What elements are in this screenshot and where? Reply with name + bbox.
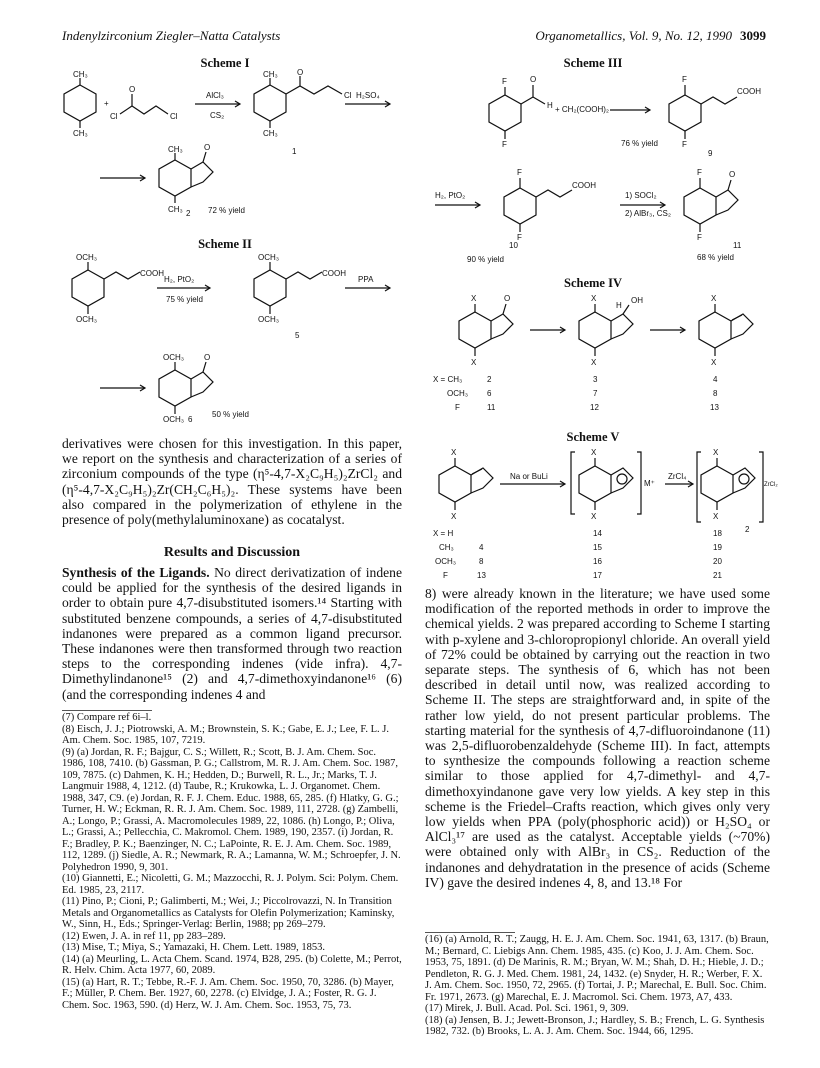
s1-compound-1: 1 (292, 147, 297, 156)
s3-f-6: F (517, 233, 522, 242)
s4-row-1-x: X = CH₃ (433, 375, 463, 384)
s1-ch3-p2-bottom: CH₃ (168, 205, 183, 214)
running-header-journal (535, 28, 766, 44)
s3-f-3: F (682, 75, 687, 84)
reference-item: (12) Ewen, J. A. in ref 11, pp 283–289. (62, 930, 226, 942)
s3-compound-10: 10 (509, 241, 518, 250)
s2-cooh-2: COOH (322, 269, 346, 278)
s5-row-2-x: CH₃ (439, 543, 454, 552)
s1-yield: 72 % yield (208, 206, 245, 215)
s5-row-2-a: 4 (479, 543, 484, 552)
s4-oh: OH (631, 296, 643, 305)
reference-item: (17) Mirek, J. Bull. Acad. Pol. Sci. 1961, 9, 309. (425, 1003, 629, 1014)
s4-row-3-b: 12 (590, 403, 599, 412)
s4-x-5: X (711, 294, 717, 303)
s3-yield-3: 68 % yield (697, 253, 734, 262)
s1-cl-1: Cl (110, 112, 118, 121)
s1-ch3-top: CH₃ (73, 70, 88, 79)
s1-ch3-p1-top: CH₃ (263, 70, 278, 79)
s2-och3-1: OCH₃ (76, 253, 98, 262)
scheme-2-diagram (60, 252, 400, 422)
s3-compound-9: 9 (708, 149, 713, 158)
reference-item: (18) (a) Jensen, B. J.; Jewett-Bronson, J.; Hardley, S. B.; French, L. G. Synthesis 1982, 732. (b) Brooks, L. A. J. Am. Chem. Soc. 1944, 66, 1295. (425, 1014, 765, 1037)
scheme-1-diagram (60, 70, 400, 220)
s2-och3-5: OCH₃ (163, 353, 185, 362)
journal-citation: Organometallics, Vol. 9, No. 12, 1990 (535, 28, 732, 43)
s5-x-3: X (591, 448, 597, 457)
s2-yield-2: 50 % yield (212, 410, 249, 419)
right-column-paragraph: 8) were already known in the literature; we have used some modification of the reported methods in order to improve the chemical yields. 2 was prepared according to Scheme I starting with p-xylene and 3-chloropropionyl chloride. An overall yield of 72% could be obtained by carrying out the reaction in two separate steps. The synthesis of 6, which has not been described in detail until now, was realized according to Scheme II. The steps are straightforward and, in spite of the rather low yield, do not present particular problems. The starting material for the synthesis of 4,7-difluoroindanone (11) was 2,5-difluorobenzaldehyde (Scheme III). In fact, attempts to synthesize the compounds following a reaction scheme similar to those applied for 4,7-dimethyl- and 4,7-dimethoxyindanone gave very low yields. A key step in this scheme is the Friedel–Crafts reaction, which gives only very low yields when PPA (poly(phosphoric acid)) or H₂SO₄ or AlCl₃¹⁷ are used as the catalyst. Acceptable yields (~70%) were obtained only with AlBr₃ in CS₂. Reduction of the indanones and dehydratation in the presence of acids (Scheme IV) gave the desired indenes 4, 8, and 13.¹⁸ For (425, 586, 770, 890)
s3-o-1: O (530, 75, 537, 84)
s4-x-3: X (591, 294, 597, 303)
scheme-4-title: Scheme IV (564, 276, 622, 290)
s4-row-1-a: 2 (487, 375, 492, 384)
s4-row-3-a: 11 (487, 403, 496, 412)
s3-o-2: O (729, 170, 736, 179)
s3-yield-2: 90 % yield (467, 255, 504, 264)
s5-subscript-2: 2 (745, 525, 750, 534)
s1-ch3-p2-top: CH₃ (168, 145, 183, 154)
references-left (62, 712, 402, 1011)
s5-row-1-x: X = H (433, 529, 454, 538)
s4-row-1-c: 4 (713, 375, 718, 384)
s5-row-4-b: 17 (593, 571, 602, 580)
synthesis-text: No direct derivatization of indene could be applied for the synthesis of the desired ligands in order to obtain pure 4,7-disubstituted isomers.¹⁴ Starting with substituted benzene compounds, a series of 4,7-disubstituted indanones were prepared as a common ligand precursor. These indanones were then transformed through two reaction steps to the corresponding indenes (vide infra). 4,7-Dimethylindanone¹⁵ (2) and 4,7-dimethoxyindanone¹⁶ (6) (and the corresponding indenes 4 and (62, 565, 402, 702)
s5-x-4: X (591, 512, 597, 521)
s1-o-2: O (297, 68, 304, 77)
s2-compound-6: 6 (188, 415, 193, 424)
reference-item: (8) Eisch, J. J.; Piotrowski, A. M.; Brownstein, S. K.; Gabe, E. J.; Lee, F. L. J. Am. Chem. Soc. 1985, 107, 7219. (62, 723, 389, 746)
s4-row-3-c: 13 (710, 403, 719, 412)
s5-x-1: X (451, 448, 457, 457)
s2-reagent-h2pto2: H₂, PtO₂ (164, 275, 195, 284)
reference-item: (15) (a) Hart, R. T.; Tebbe, R.-F. J. Am. Chem. Soc. 1950, 70, 3286. (b) Mayer, F.; Müller, P. Chem. Ber. 1927, 60, 2278. (c) Elvidge, J. A.; Foster, R. G. J. Chem. Soc. 1963, 590. (d) Herz, W. J. Am. Chem. Soc. 1953, 75, 73. (62, 976, 394, 1011)
section-heading-results: Results and Discussion (163, 545, 301, 560)
s3-malonic-acid: + CH₂(COOH)₂ (555, 105, 609, 114)
page-number: 3099 (740, 28, 766, 43)
synthesis-paragraph (62, 565, 402, 702)
s1-o-3: O (204, 143, 211, 152)
s5-row-1-c: 18 (713, 529, 722, 538)
s5-reagent-zrcl4: ZrCl₄ (668, 472, 687, 481)
s5-x-6: X (713, 512, 719, 521)
scheme-2-title: Scheme II (198, 237, 252, 251)
s3-h: H (547, 101, 553, 110)
s3-f-5: F (517, 168, 522, 177)
scheme-4-diagram (425, 290, 770, 420)
s5-row-1-b: 14 (593, 529, 602, 538)
s3-f-1: F (502, 77, 507, 86)
s3-f-2: F (502, 140, 507, 149)
s5-x-5: X (713, 448, 719, 457)
s4-row-2-x: OCH₃ (447, 389, 469, 398)
s5-row-4-c: 21 (713, 571, 722, 580)
left-footnote-rule (62, 710, 152, 711)
scheme-5-diagram (425, 444, 778, 584)
s3-compound-11: 11 (733, 241, 742, 250)
s1-reagent-h2so4: H₂SO₄ (356, 91, 380, 100)
s1-cl-3: Cl (344, 91, 352, 100)
s5-row-2-c: 19 (713, 543, 722, 552)
s4-row-3-x: F (455, 403, 460, 412)
scheme-1-title: Scheme I (200, 56, 250, 70)
s5-counter-ion: M⁺ (644, 479, 655, 488)
s3-reagent-socl2: 1) SOCl₂ (625, 191, 657, 200)
s2-och3-6: OCH₃ (163, 415, 185, 424)
subsection-heading-ligands: Synthesis of the Ligands. (62, 565, 210, 580)
s4-x-1: X (471, 294, 477, 303)
s5-reagent-buli: Na or BuLi (510, 472, 548, 481)
s3-reagent-albr3: 2) AlBr₃, CS₂ (625, 209, 671, 218)
s2-och3-4: OCH₃ (258, 315, 280, 324)
s3-yield-1: 76 % yield (621, 139, 658, 148)
scheme-3-diagram (425, 70, 770, 270)
s1-compound-2: 2 (186, 209, 191, 218)
s4-x-4: X (591, 358, 597, 367)
s4-h: H (616, 301, 622, 310)
s2-och3-3: OCH₃ (258, 253, 280, 262)
s5-row-3-a: 8 (479, 557, 484, 566)
s5-row-4-a: 13 (477, 571, 486, 580)
s2-cooh-1: COOH (140, 269, 164, 278)
s2-reagent-ppa: PPA (358, 275, 374, 284)
s1-cl-2: Cl (170, 112, 178, 121)
s1-ch3-p1-bottom: CH₃ (263, 129, 278, 138)
reference-item: (16) (a) Arnold, R. T.; Zaugg, H. E. J. Am. Chem. Soc. 1941, 63, 1317. (b) Braun, M.; Bernard, C. Liebigs Ann. Chem. 1985, 435. (c) Koo, J. J. Am. Chem. Soc. 1953, 75, 1891. (d) De Marinis, R. M.; Bryan, W. M.; Shah, D. H.; Hieble, J. D.; Pendleton, R. G. J. Med. Chem. 1981, 24, 1432. (e) Snyder, H. R.; Werber, F. X. J. Am. Chem. Soc. 1950, 72, 2965. (f) Tortai, J. P.; Marechal, E. Bull. Soc. Chim. Fr. 1971, 2673. (g) Marechal, E. J. Macromol. Sci. Chem. 1973, A7, 433. (425, 934, 769, 1003)
running-header-title: Indenylzirconium Ziegler–Natta Catalysts (62, 28, 281, 43)
s3-f-8: F (697, 233, 702, 242)
s1-o-1: O (129, 85, 136, 94)
s1-solvent-cs2: CS₂ (210, 111, 225, 120)
reference-item: (14) (a) Meurling, L. Acta Chem. Scand. 1974, B28, 295. (b) Colette, M.; Perrot, R. Helv. Chim. Acta 1977, 60, 2089. (62, 953, 402, 976)
s3-f-7: F (697, 168, 702, 177)
s1-reagent-alcl3: AlCl₃ (206, 91, 224, 100)
s4-row-2-b: 7 (593, 389, 598, 398)
s3-f-4: F (682, 140, 687, 149)
s5-x-2: X (451, 512, 457, 521)
s2-o: O (204, 353, 211, 362)
s3-reagent-h2pto2: H₂, PtO₂ (435, 191, 466, 200)
s4-o: O (504, 294, 511, 303)
s2-compound-5: 5 (295, 331, 300, 340)
s4-row-2-c: 8 (713, 389, 718, 398)
s2-och3-2: OCH₃ (76, 315, 98, 324)
s4-x-6: X (711, 358, 717, 367)
s2-yield-1: 75 % yield (166, 295, 203, 304)
s5-row-2-b: 15 (593, 543, 602, 552)
s4-row-1-b: 3 (593, 375, 598, 384)
scheme-3-title: Scheme III (563, 56, 623, 70)
s5-zrcl2: ZrCl₂ (764, 482, 778, 488)
reference-item: (7) Compare ref 6i–l. (62, 712, 152, 723)
s5-row-3-c: 20 (713, 557, 722, 566)
s5-row-3-b: 16 (593, 557, 602, 566)
reference-item: (13) Mise, T.; Miya, S.; Yamazaki, H. Chem. Lett. 1989, 1853. (62, 942, 325, 953)
s4-x-2: X (471, 358, 477, 367)
reference-item: (9) (a) Jordan, R. F.; Bajgur, C. S.; Willett, R.; Scott, B. J. Am. Chem. Soc. 1986, 108, 7410. (b) Gassman, P. G.; Callstrom, M. R. J. Am. Chem. Soc. 1987, 109, 7875. (c) Dahmen, K. H.; Hedden, D.; Burwell, R. L., Jr.; Marks, T. J. Langmuir 1988, 4, 1212. (d) Taube, R.; Krukowka, L. J. Organomet. Chem. 1988, 347, C9. (e) Jordan, R. F. J. Chem. Educ. 1988, 65, 285. (f) Hlatky, G. G.; Turner, H. W.; Eckman, R. R. J. Am. Chem. Soc. 1989, 111, 2728. (g) Zambelli, A.; Longo, P.; Grassi, A. Macromolecules 1989, 22, 1086. (h) Longo, P.; Oliva, L.; Grassi, A.; Pellecchia, C. Makromol. Chem. 1989, 190, 2357. (i) Jordan, R. F.; Bradley, P. K.; Baenzinger, N. C.; LaPointe, R. E. J. Am. Chem. Soc. 1989, 112, 1289. (j) Siedle, A. R.; Newmark, R. A.; Lamanna, W. M.; Schroepfer, J. N. Polyhedron 1990, 9, 301. (62, 746, 401, 873)
intro-paragraph: derivatives were chosen for this investigation. In this paper, we report on the synthesis and characterization of a series of zirconium compounds of the type (η⁵-4,7-X₂C₉H₅)₂ZrCl₂ and (η⁵-4,7-X₂C₉H₅)₂Zr(CH₂C₆H₅)₂. These systems have been also compared in the polymerization of ethylene in the presence of poly(methylaluminoxane) as cocatalyst. (62, 436, 402, 528)
s4-row-2-a: 6 (487, 389, 492, 398)
s3-cooh-1: COOH (737, 87, 761, 96)
s5-row-4-x: F (443, 571, 448, 580)
s1-ch3-bottom: CH₃ (73, 129, 88, 138)
scheme-5-title: Scheme V (566, 430, 620, 444)
s5-row-3-x: OCH₃ (435, 557, 457, 566)
s3-cooh-2: COOH (572, 181, 596, 190)
right-footnote-rule (425, 932, 515, 933)
references-right (425, 934, 770, 1038)
reference-item: (10) Giannetti, E.; Nicoletti, G. M.; Mazzocchi, R. J. Polym. Sci: Polym. Chem. Ed. 1985, 23, 2117. (62, 873, 399, 896)
s1-plus: + (104, 99, 109, 108)
reference-item: (11) Pino, P.; Cioni, P.; Galimberti, M.; Wei, J.; Piccolrovazzi, N. In Transition Metals and Organometallics as Catalysts for Olefin Polymerization; Kaminsky, W., Sinn, H., Eds.; Springer-Verlag: Berlin, 1988; pp 269–279. (62, 896, 395, 930)
